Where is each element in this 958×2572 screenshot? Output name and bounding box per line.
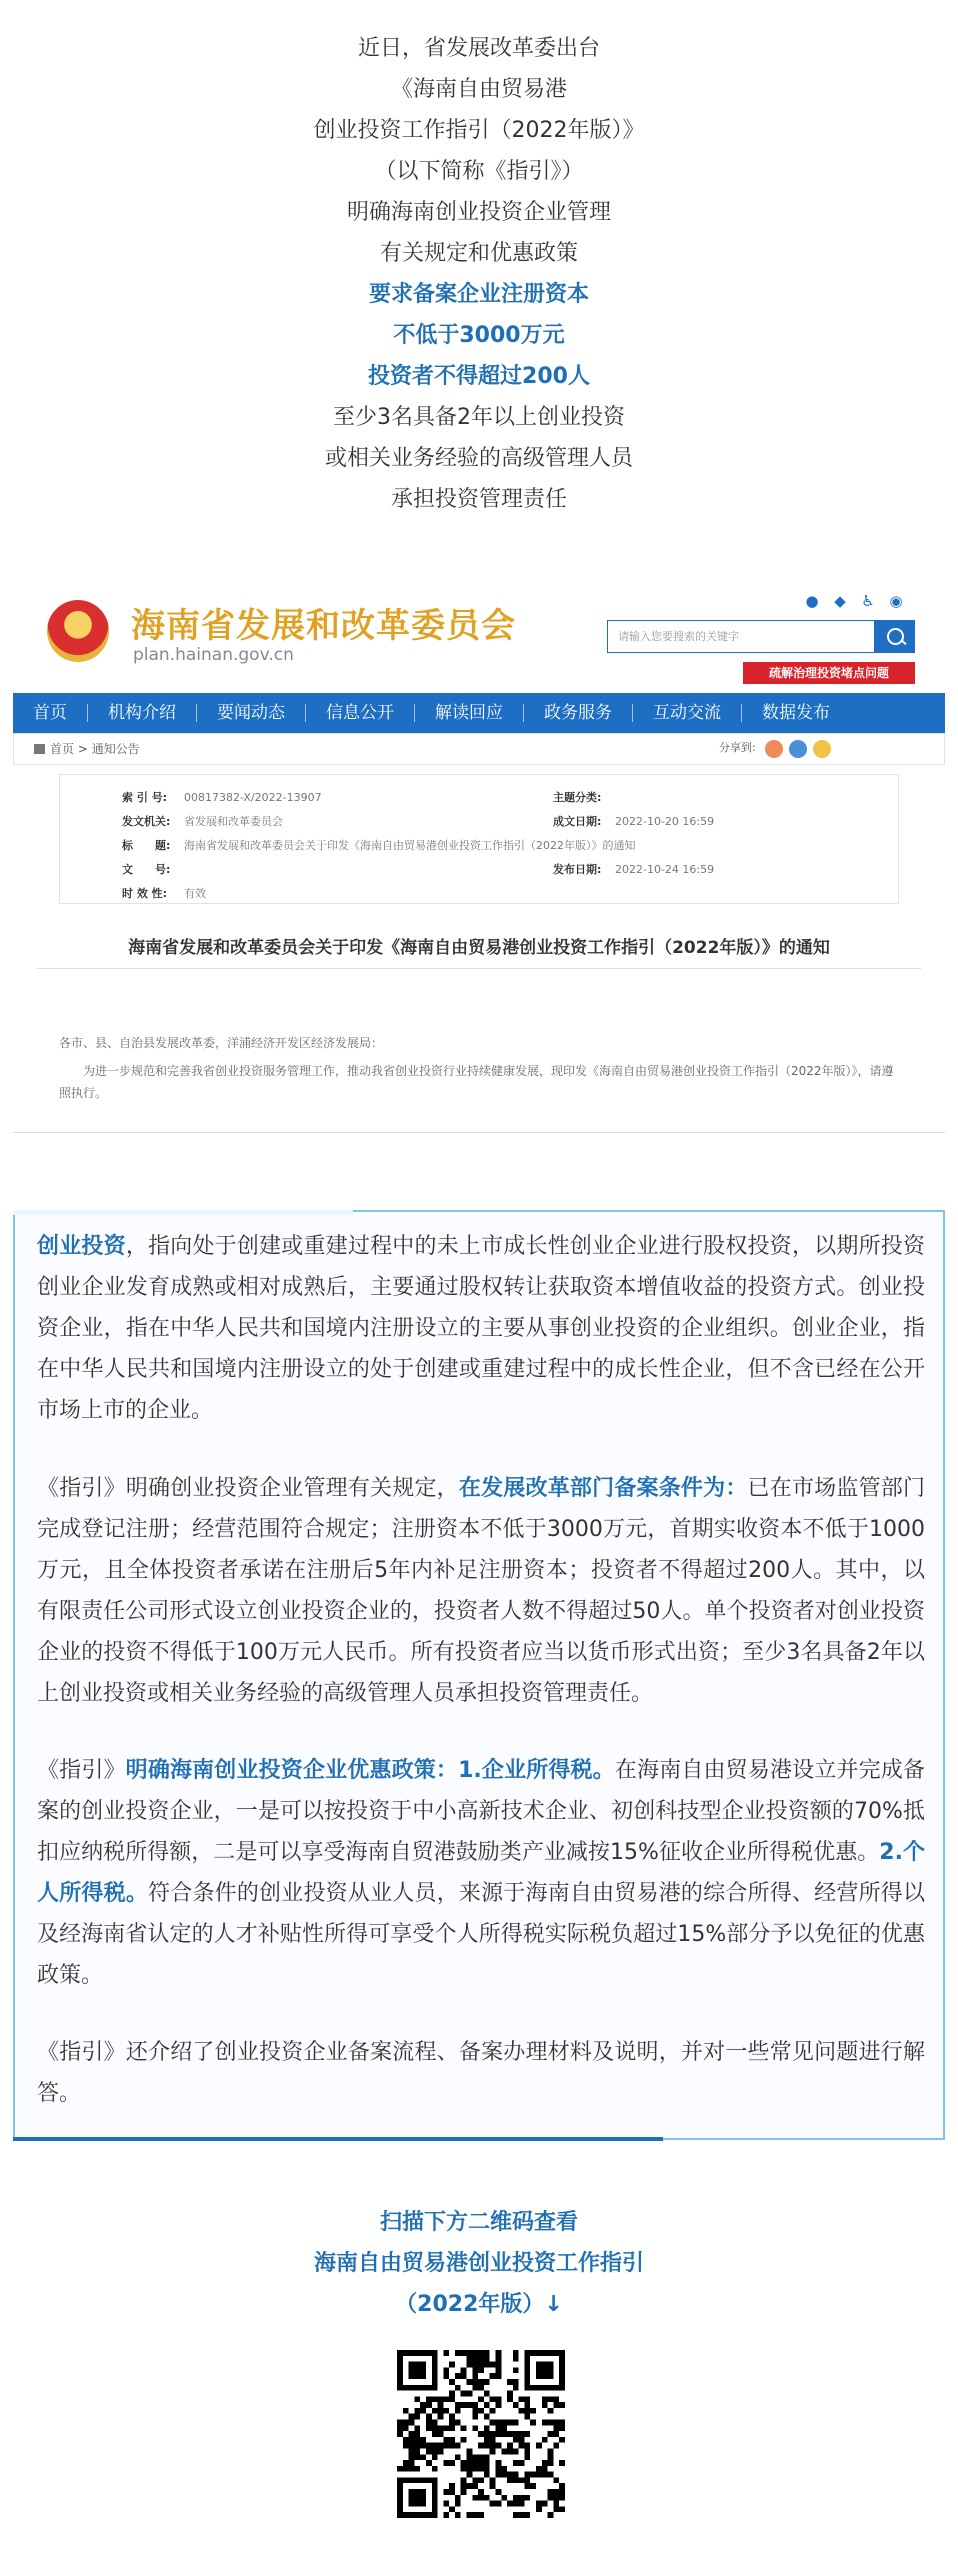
search-input[interactable]: 请输入您要搜索的关键字 — [607, 620, 875, 653]
nav-item-interpretation[interactable]: 解读回应 — [435, 703, 503, 723]
intro-line: 近日，省发展改革委出台 — [357, 36, 600, 61]
accessibility-icon[interactable]: ♿ — [861, 592, 875, 610]
qr-caption-line: （2022年版）↓ — [395, 2292, 563, 2317]
keyword-filing-conditions: 在发展改革部门备案条件为： — [458, 1476, 748, 1501]
qr-code-icon[interactable] — [397, 2350, 565, 2518]
site-url: plan.hainan.gov.cn — [133, 645, 294, 665]
notice-body: 为进一步规范和完善我省创业投资服务管理工作，推动我省创业投资行业持续健康发展，现印发《海南自由贸易港创业投资工作指引（2022年版）》，请遵照执行。 — [59, 1064, 894, 1100]
meta-index: 索 引 号: 00817382-X/2022-13907 — [122, 791, 322, 804]
national-emblem-icon — [47, 600, 109, 662]
keyword-personal-tax: 2.个人所得税。 — [37, 1840, 925, 1906]
app-icon[interactable]: ◆ — [834, 592, 846, 610]
notice-title: 海南省发展和改革委员会关于印发《海南自由贸易港创业投资工作指引（2022年版）》的通知 — [128, 938, 830, 958]
intro-line: 明确海南创业投资企业管理 — [346, 200, 611, 225]
paragraph-requirements: 《指引》明确创业投资企业管理有关规定，在发展改革部门备案条件为：已在市场监管部门完成登记注册；经营范围符合规定；注册资本不低于3000万元，首期实收资本不低于1000万元，且全体投资者承诺在注册后5年内补足注册资本；投资者不得超过200人。其中，以有限责任公司形式设立创业投资企业的，投资者人数不得超过50人。单个投资者对创业投资企业的投资不得低于100万元人民币。所有投资者应当以货币形式出资；至少3名具备2年以上创业投资或相关业务经验的高级管理人员承担投资管理责任。 — [37, 1476, 925, 1706]
weibo-share-icon[interactable] — [765, 740, 783, 758]
home-icon — [34, 744, 45, 754]
meta-publish-date: 发布日期: 2022-10-24 16:59 — [553, 863, 715, 876]
paragraph-definition: 创业投资，指向处于创建或重建过程中的未上市成长性创业企业进行股权投资，以期所投资创业企业发育成熟或相对成熟后，主要通过股权转让获取资本增值收益的投资方式。创业投资企业，指在中华人民共和国境内注册设立的主要从事创业投资的企业组织。创业企业，指在中华人民共和国境内注册设立的处于创建或重建过程中的成长性企业，但不含已经在公开市场上市的企业。 — [37, 1234, 925, 1423]
qr-caption-line: 海南自由贸易港创业投资工作指引 — [313, 2251, 644, 2276]
accent-bar — [13, 2137, 663, 2141]
document-meta — [59, 774, 899, 904]
nav-item-home[interactable]: 首页 — [33, 703, 67, 723]
notice-addressee: 各市、县、自治县发展改革委，洋浦经济开发区经济发展局： — [59, 1036, 384, 1050]
intro-line-highlight: 要求备案企业注册资本 — [368, 282, 589, 307]
meta-title: 标 题: 海南省发展和改革委员会关于印发《海南自由贸易港创业投资工作指引（2022年版）》的通知 — [122, 839, 636, 852]
intro-line: 创业投资工作指引（2022年版）》 — [313, 118, 645, 143]
breadcrumb-separator: > — [77, 742, 88, 756]
meta-org: 发文机关: 省发展和改革委员会 — [122, 815, 283, 828]
intro-line: （以下简称《指引》） — [374, 159, 584, 184]
weibo-icon[interactable]: ◉ — [889, 592, 903, 610]
qr-caption-line: 扫描下方二维码查看 — [379, 2210, 578, 2235]
meta-number: 文 号: — [122, 863, 171, 876]
intro-line-highlight: 投资者不得超过200人 — [368, 364, 590, 389]
intro-line-highlight: 不低于3000万元 — [393, 323, 565, 348]
wechat-icon[interactable]: ● — [805, 592, 819, 610]
summary-box — [13, 1210, 945, 2140]
keyword-corporate-tax: 明确海南创业投资企业优惠政策：1.企业所得税。 — [125, 1758, 615, 1783]
meta-topic: 主题分类: — [553, 791, 602, 804]
qzone-share-icon[interactable] — [813, 740, 831, 758]
intro-line: 《海南自由贸易港 — [390, 77, 567, 102]
share-label: 分享到: — [719, 741, 756, 754]
keyword-venture-capital: 创业投资 — [37, 1234, 126, 1259]
search-icon[interactable] — [875, 620, 915, 653]
nav-item-services[interactable]: 政务服务 — [544, 703, 612, 723]
main-nav — [13, 693, 945, 733]
nav-item-interaction[interactable]: 互动交流 — [653, 703, 721, 723]
nav-item-about[interactable]: 机构介绍 — [108, 703, 176, 723]
site-title: 海南省发展和改革委员会 — [131, 606, 516, 646]
qr-code-graphic — [397, 2350, 565, 2518]
breadcrumb-current[interactable]: 通知公告 — [91, 742, 140, 756]
qq-share-icon[interactable] — [789, 740, 807, 758]
nav-item-data[interactable]: 数据发布 — [762, 703, 830, 723]
breadcrumb-home[interactable]: 首页 — [50, 742, 75, 756]
paragraph-incentives: 《指引》明确海南创业投资企业优惠政策：1.企业所得税。在海南自由贸易港设立并完成备案的创业投资企业，一是可以按投资于中小高新技术企业、初创科技型企业投资额的70%抵扣应纳税所得额，二是可以享受海南自贸港鼓励类产业减按15%征收企业所得税优惠。2.个人所得税。符合条件的创业投资从业人员，来源于海南自由贸易港的综合所得、经营所得以及经海南省认定的人才补贴性所得可享受个人所得税实际税负超过15%部分予以免征的优惠政策。 — [37, 1758, 925, 1988]
intro-line: 承担投资管理责任 — [390, 487, 567, 512]
intro-line: 或相关业务经验的高级管理人员 — [324, 446, 633, 471]
social-icons — [803, 592, 905, 610]
nav-item-news[interactable]: 要闻动态 — [217, 703, 285, 723]
website-screenshot — [13, 578, 945, 1133]
nav-item-disclosure[interactable]: 信息公开 — [326, 703, 394, 723]
qr-caption — [0, 2202, 958, 2325]
divider — [37, 968, 921, 969]
site-header — [13, 578, 945, 693]
intro-line: 至少3名具备2年以上创业投资 — [333, 405, 625, 430]
paragraph-other: 《指引》还介绍了创业投资企业备案流程、备案办理材料及说明，并对一些常见问题进行解答。 — [37, 2040, 925, 2106]
meta-validity: 时 效 性: 有效 — [122, 887, 206, 900]
intro-line: 有关规定和优惠政策 — [379, 241, 578, 266]
meta-date: 成文日期: 2022-10-20 16:59 — [553, 815, 715, 828]
intro-block — [0, 28, 958, 520]
promo-badge[interactable]: 疏解治理投资堵点问题 — [743, 662, 915, 684]
